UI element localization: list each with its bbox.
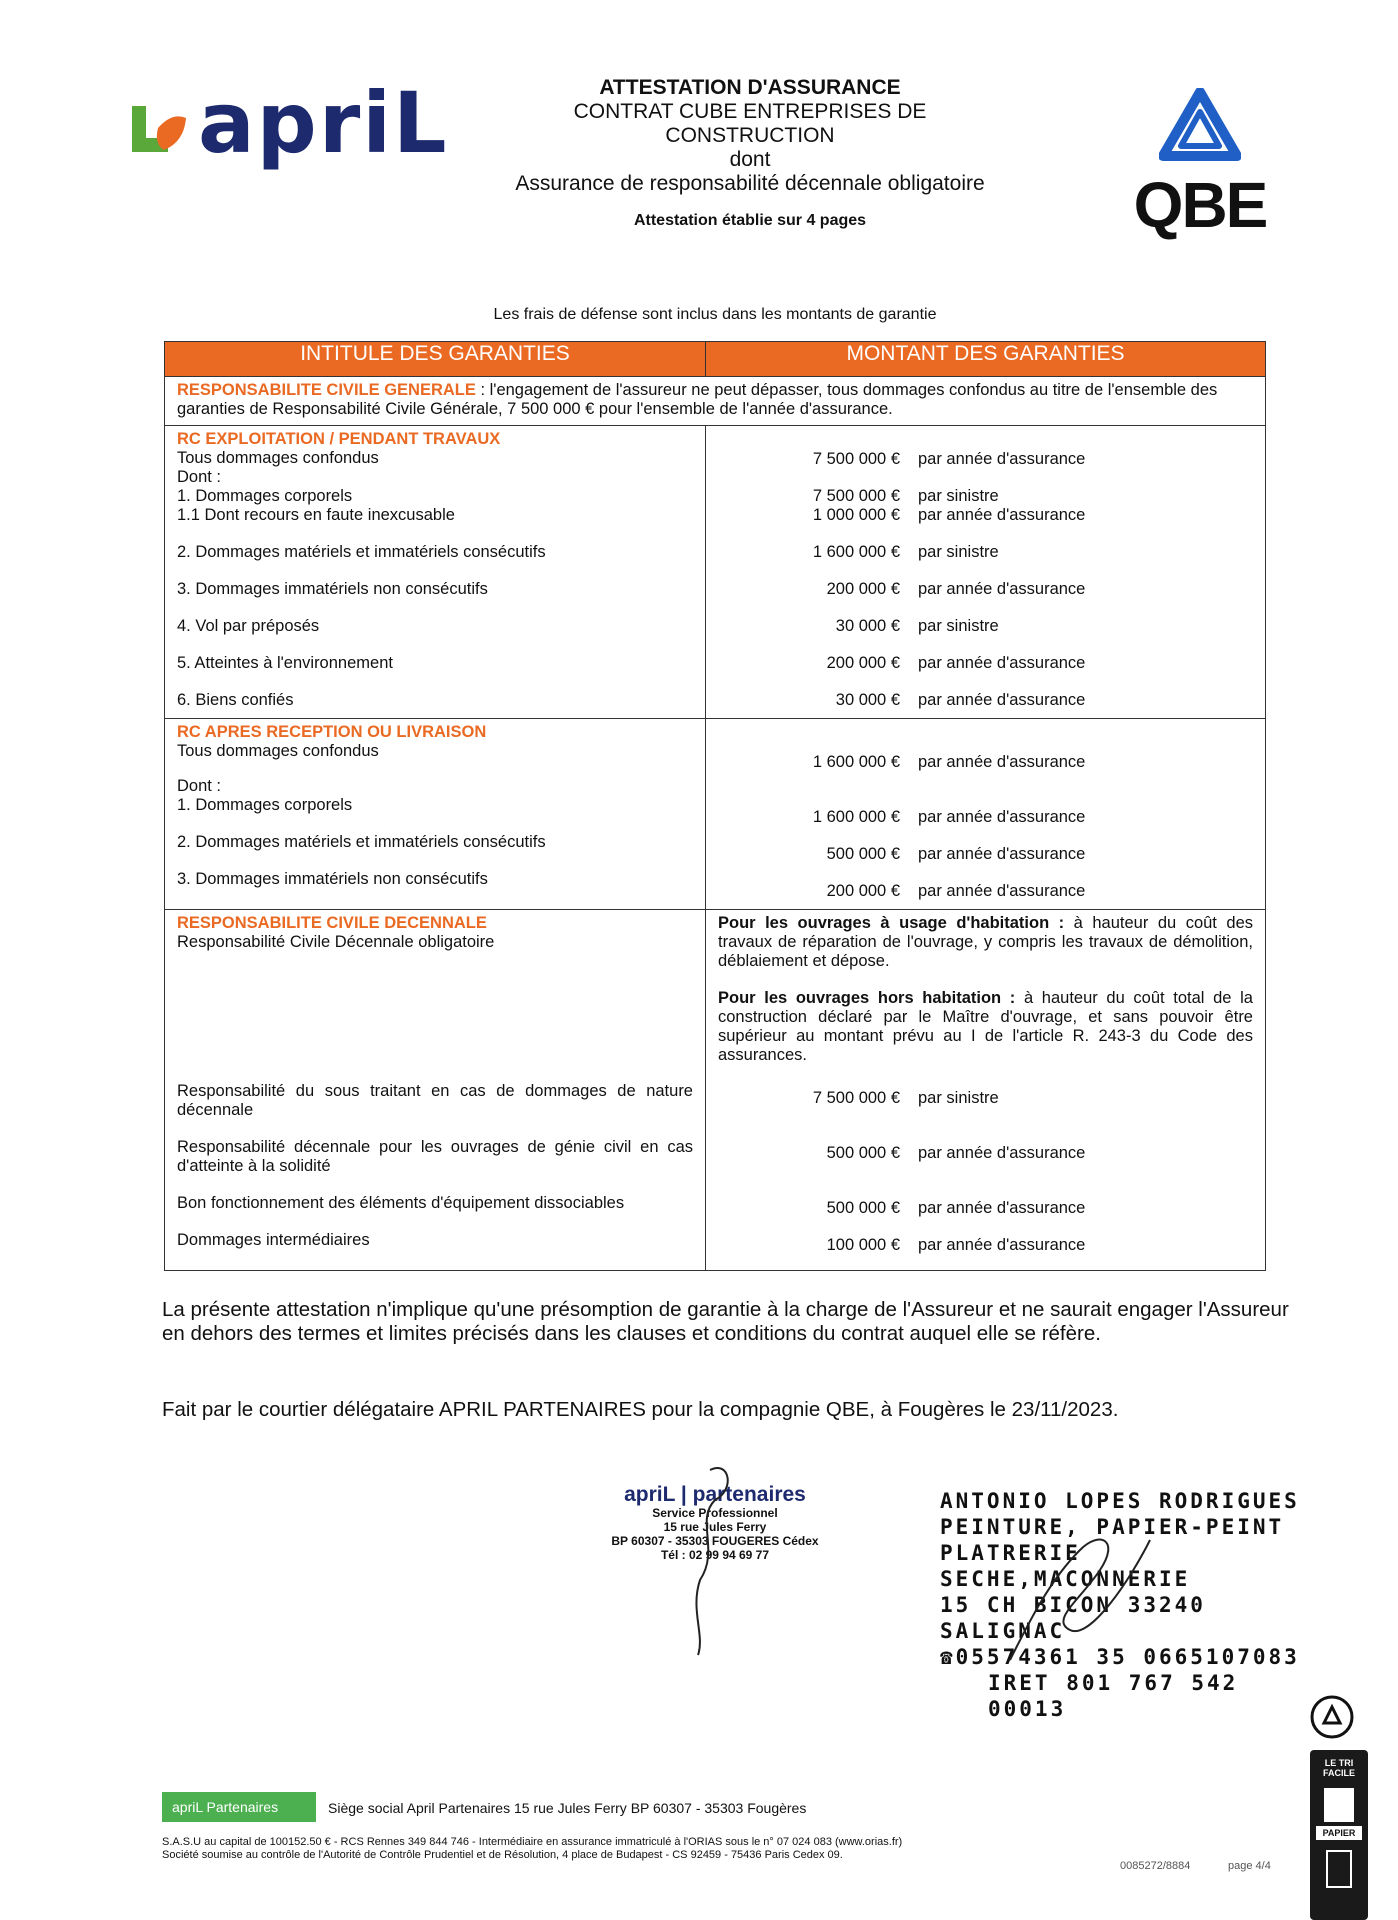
amount-value: 7 500 000 € [812,1089,900,1107]
list-item: Dont : [177,777,222,795]
list-item: Tous dommages confondus [177,449,379,467]
amount-period: par année d'assurance [918,808,1086,826]
recycle-icon [1310,1695,1354,1739]
table-row-decennale [165,910,1266,1271]
amount-row [718,487,1253,506]
document-title: ATTESTATION D'ASSURANCE [599,76,901,99]
stamp-line: ☎05574361 35 0665107083 [940,1645,1300,1669]
amount-period: par année d'assurance [918,1199,1086,1217]
legal-line: Société soumise au contrôle de l'Autorité de Contrôle Prudentiel et de Résolution, 4 place de Budapest - CS 92459 - 75436 Paris Cedex 09. [162,1849,843,1861]
amount-row [718,882,1253,901]
amount-period: par année d'assurance [918,506,1086,524]
list-item: 5. Atteintes à l'environnement [177,654,393,672]
list-item: Responsabilité Civile Décennale obligatoire [177,933,495,951]
amount-row [718,1089,1253,1108]
qbe-emblem-icon [1159,88,1241,162]
col-header-montant: MONTANT DES GARANTIES [706,342,1266,377]
amount-period: par année d'assurance [918,450,1086,468]
amount-row [718,506,1253,525]
decennale-title: RESPONSABILITE CIVILE DECENNALE [177,914,487,932]
triman-tri-facile-logo [1310,1750,1368,1920]
list-item: 1. Dommages corporels [177,487,353,505]
amount-value: 200 000 € [826,882,900,900]
amount-value: 1 600 000 € [812,543,900,561]
list-item: 3. Dommages immatériels non consécutifs [177,580,488,598]
amount-row [718,450,1253,469]
stamp-title: apriL | partenaires [624,1483,806,1506]
title-line-4: dont [729,148,771,171]
tri-label: PAPIER [1316,1826,1362,1840]
qbe-wordmark: QBE [1133,169,1267,241]
amount-period: par sinistre [918,487,999,505]
hors-habitation-label: Pour les ouvrages hors habitation : [718,989,1016,1007]
amount-value: 7 500 000 € [812,487,900,505]
amount-period: par année d'assurance [918,580,1086,598]
document-reference: 0085272/8884 [1120,1860,1191,1872]
document-header [460,76,1040,230]
pages-note: Attestation établie sur 4 pages [633,212,867,229]
amount-row [718,845,1253,864]
title-line-3: CONSTRUCTION [665,124,835,147]
list-item: Tous dommages confondus [177,742,379,760]
bin-icon [1326,1850,1352,1888]
april-wordmark: apriL [198,74,449,172]
exploitation-title: RC EXPLOITATION / PENDANT TRAVAUX [177,430,501,448]
title-line-5: Assurance de responsabilité décennale obligatoire [515,172,985,195]
amount-row [718,691,1253,710]
signature-statement: Fait par le courtier délégataire APRIL PARTENAIRES pour la compagnie QBE, à Fougères le 23/11/2023. [162,1398,1119,1421]
stamp-line: ANTONIO LOPES RODRIGUES [940,1489,1300,1513]
apres-title: RC APRES RECEPTION OU LIVRAISON [177,723,487,741]
stamp-line: PLATRERIE SECHE,MACONNERIE [940,1541,1191,1591]
amount-value: 1 600 000 € [812,753,900,771]
amount-value: 30 000 € [835,691,900,709]
amount-period: par année d'assurance [918,654,1086,672]
intro-text: Les frais de défense sont inclus dans les montants de garantie [493,306,937,323]
paper-bin-icon [1324,1788,1354,1822]
legal-line: S.A.S.U au capital de 100152.50 € - RCS Rennes 349 844 746 - Intermédiaire en assurance immatriculé à l'ORIAS sous le n° 07 024 083 (www.orias.fr) [162,1836,903,1848]
disclaimer-note: La présente attestation n'implique qu'une présomption de garantie à la charge de l'Assureur et ne saurait engager l'Assureur en dehors des termes et limites précisés dans les clauses et conditions du contrat auquel elle se réfère. [162,1298,1289,1345]
amount-value: 1 600 000 € [812,808,900,826]
amount-row [718,617,1253,636]
amount-period: par sinistre [918,1089,999,1107]
tri-label: FACILE [1322,1768,1355,1778]
list-item: Responsabilité décennale pour les ouvrages de génie civil en cas d'atteinte à la solidité [177,1138,693,1175]
amount-period: par année d'assurance [918,753,1086,771]
amount-period: par année d'assurance [918,845,1086,863]
stamp-line: IRET 801 767 542 00013 [988,1671,1239,1721]
amount-period: par sinistre [918,543,999,561]
legal-mentions [162,1836,1062,1862]
table-row-exploitation [165,426,1266,719]
april-logo [128,74,488,172]
rc-generale-title: RESPONSABILITE CIVILE GENERALE [177,381,476,399]
head-office-address: Siège social April Partenaires 15 rue Jules Ferry BP 60307 - 35303 Fougères [328,1800,807,1816]
amount-value: 500 000 € [826,1199,900,1217]
amount-value: 200 000 € [826,580,900,598]
stamp-line: PEINTURE, PAPIER-PEINT [940,1515,1285,1539]
amount-row [718,1144,1253,1163]
amount-period: par année d'assurance [918,1236,1086,1254]
col-header-intitule: INTITULE DES GARANTIES [165,342,706,377]
list-item: Dont : [177,468,222,486]
amount-period: par sinistre [918,617,999,635]
list-item: Bon fonctionnement des éléments d'équipement dissociables [177,1194,625,1212]
hors-habitation-text: à hauteur du coût total de la construction déclaré par le Maître d'ouvrage, et sans pouvoir être supérieur au montant prévu au I de l'article R. 243-3 du Code des assurances. [718,989,1253,1064]
habitation-paragraph [718,914,1253,971]
list-item: 6. Biens confiés [177,691,294,709]
amount-period: par année d'assurance [918,691,1086,709]
habitation-text: à hauteur du coût des travaux de réparation de l'ouvrage, y compris les travaux de démolition, déblaiement et dépose. [718,914,1254,970]
habitation-label: Pour les ouvrages à usage d'habitation : [718,914,1065,932]
list-item: 2. Dommages matériels et immatériels consécutifs [177,543,546,561]
rc-generale-text: : l'engagement de l'assureur ne peut dépasser, tous dommages confondus au titre de l'ensemble des garanties de Responsabilité Civile Générale, 7 500 000 € pour l'ensemble de l'année d'assurance. [177,381,1218,418]
page-number: page 4/4 [1228,1860,1271,1872]
april-partenaires-badge: apriL Partenaires [162,1792,316,1822]
amount-value: 500 000 € [826,1144,900,1162]
stamp-line: Tél : 02 99 94 69 77 [660,1548,770,1562]
stamp-line: 15 CH BICON 33240 SALIGNAC [940,1593,1206,1643]
stamp-line: BP 60307 - 35303 FOUGERES Cédex [611,1534,819,1548]
list-item: 3. Dommages immatériels non consécutifs [177,870,488,888]
list-item: Dommages intermédiaires [177,1231,370,1249]
amount-value: 30 000 € [835,617,900,635]
client-signature [990,1520,1160,1670]
stamp-line: 15 rue Jules Ferry [663,1520,767,1534]
list-item: 1.1 Dont recours en faute inexcusable [177,506,455,524]
stamp-line: Service Professionnel [652,1506,778,1520]
title-line-2: CONTRAT CUBE ENTREPRISES DE [573,100,927,123]
qbe-logo [1130,88,1270,241]
april-leaf-icon [128,98,186,156]
amount-row [718,1199,1253,1218]
amount-value: 100 000 € [826,1236,900,1254]
guarantees-table [164,341,1266,1271]
amount-value: 7 500 000 € [812,450,900,468]
hors-habitation-paragraph [718,989,1253,1065]
broker-signature [680,1460,740,1660]
amount-row [718,808,1253,827]
amount-row [718,1236,1253,1255]
list-item: 4. Vol par préposés [177,617,320,635]
amount-value: 500 000 € [826,845,900,863]
amount-value: 1 000 000 € [812,506,900,524]
list-item: 1. Dommages corporels [177,796,353,814]
list-item: 2. Dommages matériels et immatériels consécutifs [177,833,546,851]
list-item: Responsabilité du sous traitant en cas de dommages de nature décennale [177,1082,693,1119]
amount-value: 200 000 € [826,654,900,672]
amount-period: par année d'assurance [918,1144,1086,1162]
amount-period: par année d'assurance [918,882,1086,900]
amount-row [718,753,1253,772]
amount-row [718,580,1253,599]
amount-row [718,654,1253,673]
amount-row [718,543,1253,562]
table-row-rc-generale [165,377,1266,426]
tri-label: LE TRI [1324,1758,1354,1768]
table-row-apres-reception [165,719,1266,910]
